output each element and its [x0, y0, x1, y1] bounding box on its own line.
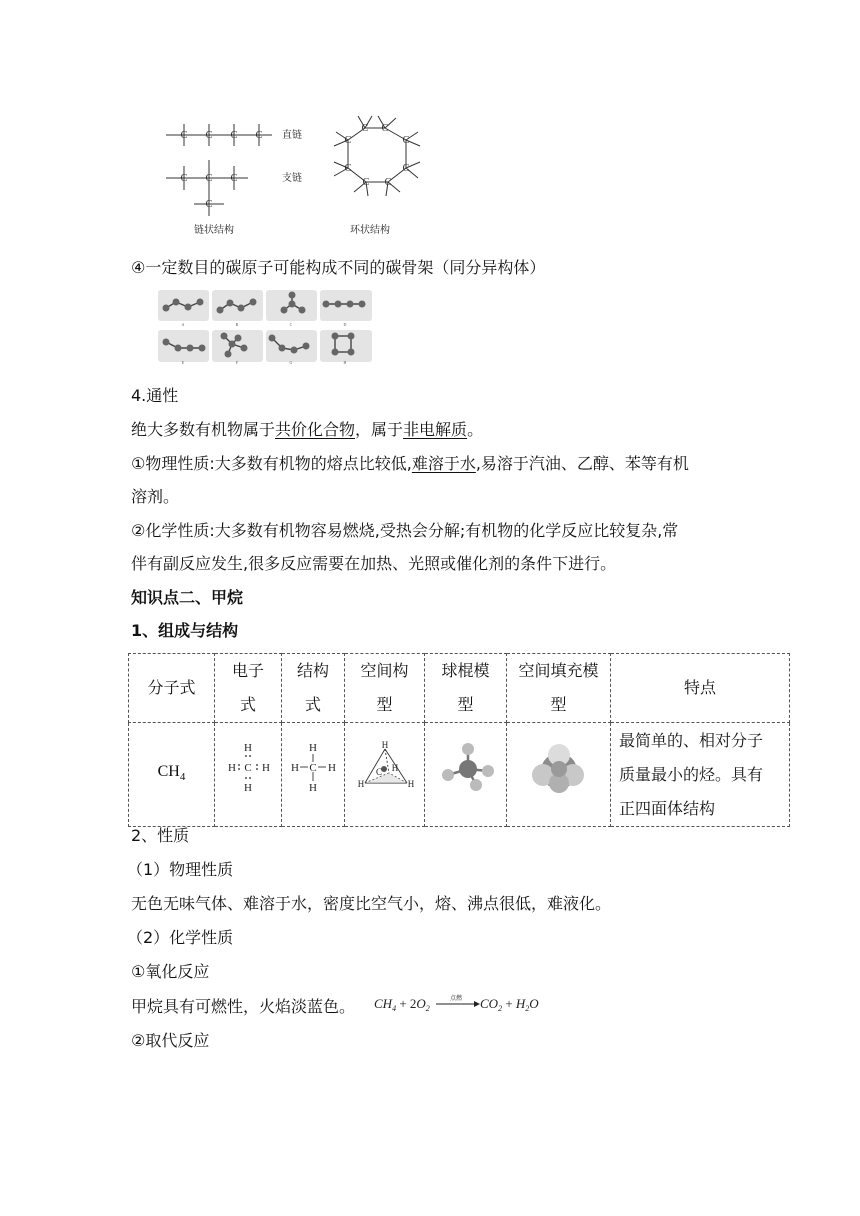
- substitution-heading: ②取代反应: [131, 1031, 210, 1050]
- svg-text:H: H: [309, 781, 317, 794]
- electron-formula-cell: [215, 723, 282, 827]
- carbon-skeleton-figure: [158, 290, 372, 364]
- properties-heading: 2、性质: [131, 826, 190, 845]
- chain-atom: C: [205, 130, 213, 141]
- skeleton-label: C: [289, 322, 293, 327]
- combustion-equation: [374, 990, 554, 1020]
- svg-text:C: C: [244, 761, 252, 774]
- svg-text:H: H: [291, 761, 299, 774]
- ring-atom: C: [362, 177, 370, 188]
- caption-ring: 环状结构: [350, 225, 390, 236]
- ring-atom: C: [402, 135, 410, 146]
- chemical-property-line-1: ②化学性质:大多数有机物容易燃烧,受热会分解;有机物的化学反应比较复杂,常: [131, 521, 679, 540]
- chain-atom: C: [180, 173, 188, 184]
- ring-atom: C: [361, 123, 369, 134]
- svg-text:H: H: [391, 762, 398, 773]
- chain-atom: C: [205, 173, 213, 184]
- header-cell: 球棍模 型: [425, 654, 507, 723]
- svg-text:H: H: [228, 761, 236, 774]
- oxidation-heading: ①氧化反应: [131, 962, 210, 981]
- molecular-formula-cell: [129, 723, 215, 827]
- skeleton-isomer-line: ④一定数目的碳原子可能构成不同的碳骨架（同分异构体）: [131, 258, 546, 277]
- physical-description: 无色无味气体、难溶于水，密度比空气小，熔、沸点很低，难液化。: [131, 894, 612, 913]
- svg-text:H: H: [244, 741, 252, 754]
- label-straight: 直链: [282, 130, 302, 141]
- skeleton-label: F: [235, 360, 239, 364]
- heading-general-properties: 4.通性: [131, 386, 179, 405]
- space-filling-model-cell: [507, 723, 611, 827]
- svg-text:H: H: [407, 778, 414, 789]
- header-cell: 空间填充模 型: [507, 654, 611, 723]
- skeleton-label: H: [343, 360, 347, 364]
- chain-atom: C: [230, 173, 238, 184]
- svg-text:H: H: [244, 781, 252, 794]
- combustion-line: 甲烷具有可燃性，火焰淡蓝色。: [131, 997, 356, 1016]
- composition-structure-heading: 1、组成与结构: [131, 621, 239, 640]
- table-header-row: [129, 654, 790, 723]
- molecular-formula: $CH_4$: [157, 763, 186, 784]
- label-branched: 支链: [282, 173, 302, 184]
- space-filling-model: [529, 741, 589, 797]
- header-cell: 空间构 型: [345, 654, 425, 723]
- physical-heading: （1）物理性质: [127, 860, 234, 879]
- skeleton-label: B: [235, 322, 239, 327]
- covalent-compound-term: 共价化合物: [275, 420, 356, 439]
- general-mid: ，属于: [355, 420, 404, 439]
- ring-atom: C: [381, 123, 389, 134]
- ball-stick-model-cell: [425, 723, 507, 827]
- chain-atom: C: [255, 130, 263, 141]
- general-statement: [131, 420, 483, 440]
- skeleton-label: A: [181, 322, 185, 327]
- skeleton-label: E: [181, 360, 185, 364]
- svg-text:H: H: [328, 761, 336, 774]
- svg-text:H: H: [309, 741, 317, 754]
- ball-stick-model: [436, 741, 496, 797]
- skeleton-label: G: [289, 360, 293, 364]
- insoluble-term: 难溶于水: [411, 454, 476, 473]
- chain-atom: C: [230, 130, 238, 141]
- physical-property-line: [131, 454, 689, 474]
- features-cell: 最简单的、相对分子 质量最小的烃。具有 正四面体结构: [611, 723, 790, 827]
- svg-text:H: H: [357, 778, 364, 789]
- ring-atom: C: [402, 163, 410, 174]
- header-cell: 结构 式: [282, 654, 345, 723]
- svg-text:H: H: [262, 761, 270, 774]
- chemical-property-line-2: 伴有副反应发生,很多反应需要在加热、光照或催化剂的条件下进行。: [131, 554, 617, 573]
- knowledge-point-2-heading: 知识点二、甲烷: [131, 588, 244, 607]
- non-electrolyte-term: 非电解质: [403, 420, 468, 439]
- table-row: [129, 723, 790, 827]
- header-cell: 特点: [611, 654, 790, 723]
- svg-text:C: C: [375, 766, 382, 777]
- phys-pre: ①物理性质:大多数有机物的熔点比较低,: [131, 454, 412, 473]
- general-end: 。: [467, 420, 484, 439]
- ring-atom: C: [344, 163, 352, 174]
- ring-atom: C: [384, 177, 392, 188]
- header-cell: 电子 式: [215, 654, 282, 723]
- carbon-chain-figure: [160, 110, 450, 240]
- ring-atom: C: [344, 135, 352, 146]
- physical-property-cont: 溶剂。: [131, 487, 180, 506]
- chain-atom: C: [205, 199, 213, 210]
- structural-formula-diagram: [288, 739, 338, 799]
- svg-text:H: H: [381, 740, 388, 750]
- equation-condition: 点燃: [449, 995, 463, 1002]
- methane-structure-table: [128, 653, 790, 827]
- electron-formula-diagram: [223, 739, 273, 799]
- chemical-heading: （2）化学性质: [127, 928, 234, 947]
- svg-text:CH4 + 2O2: $CH_4 + 2O_2$: [374, 996, 430, 1013]
- skeleton-label: D: [343, 322, 347, 327]
- structural-formula-cell: [282, 723, 345, 827]
- header-cell: 分子式: [129, 654, 215, 723]
- general-pre: 绝大多数有机物属于: [131, 420, 276, 439]
- caption-chain: 链状结构: [194, 225, 234, 236]
- chain-atom: C: [180, 130, 188, 141]
- phys-post: ,易溶于汽油、乙醇、苯等有机: [475, 454, 689, 473]
- svg-text:CO2 + H2O: $CO_2 + H_2O$: [480, 996, 539, 1013]
- svg-text:C: C: [309, 761, 317, 774]
- tetrahedron-diagram: [355, 741, 415, 797]
- spatial-configuration-cell: [345, 723, 425, 827]
